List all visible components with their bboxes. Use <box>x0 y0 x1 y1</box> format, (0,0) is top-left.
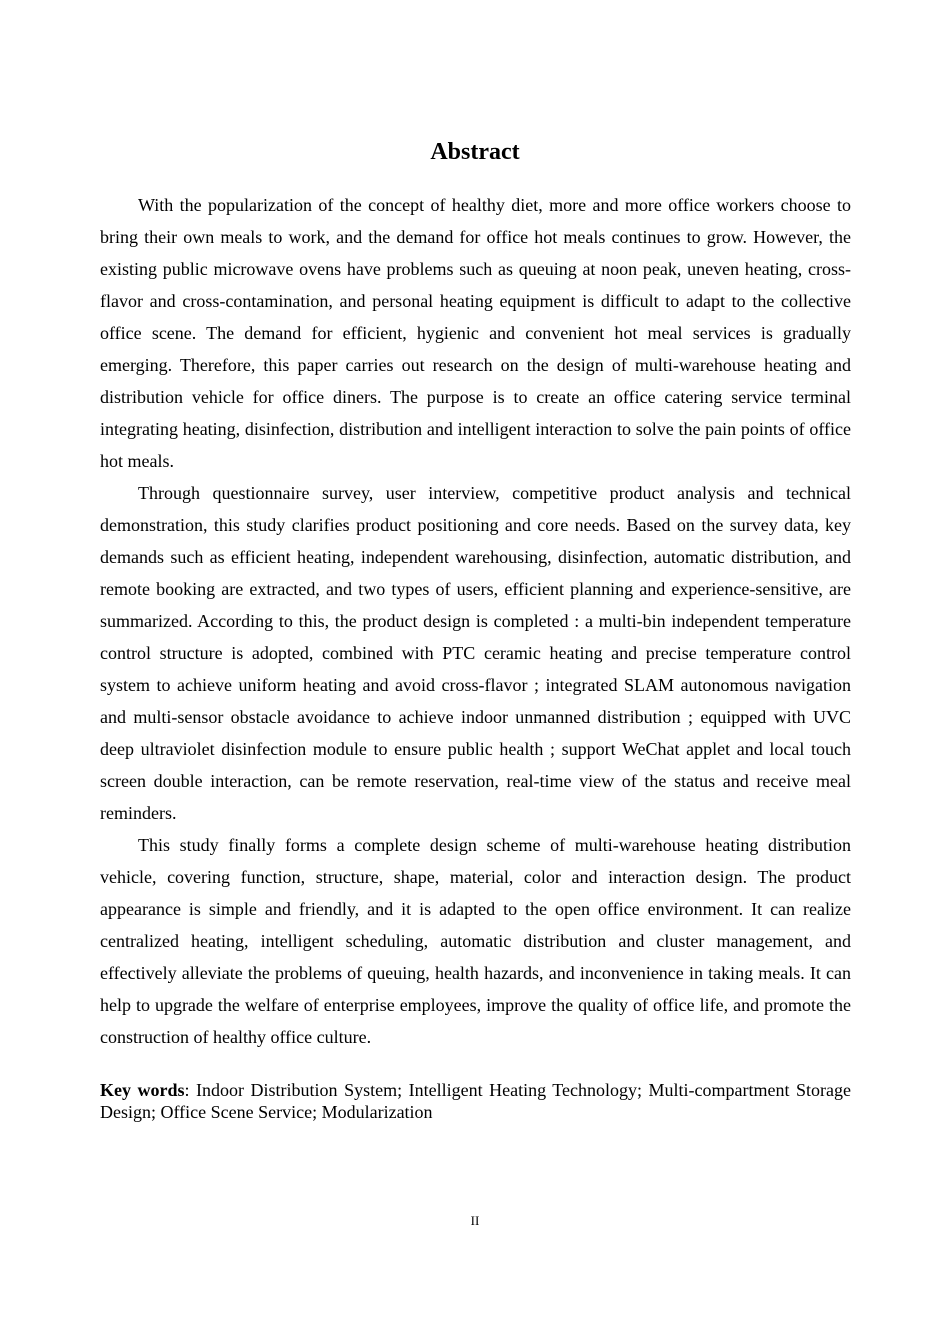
abstract-body <box>100 189 851 1053</box>
abstract-paragraph-2: Through questionnaire survey, user interview, competitive product analysis and technical demonstration, this study clarifies product positioning and core needs. Based on the survey data, key demands such as efficient heating, independent warehousing, disinfection, automatic distribution, and remote booking are extracted, and two types of users, efficient planning and experience-sensitive, are summarized. According to this, the product design is completed : a multi-bin independent temperature control structure is adopted, combined with PTC ceramic heating and precise temperature control system to achieve uniform heating and avoid cross-flavor ; integrated SLAM autonomous navigation and multi-sensor obstacle avoidance to achieve indoor unmanned distribution ; equipped with UVC deep ultraviolet disinfection module to ensure public health ; support WeChat applet and local touch screen double interaction, can be remote reservation, real-time view of the status and receive meal reminders. <box>100 483 851 823</box>
keywords-list: Indoor Distribution System; Intelligent Heating Technology; Multi-compartment Storage Design; Office Scene Service; Modularization <box>100 1080 851 1122</box>
abstract-paragraph-1: With the popularization of the concept of healthy diet, more and more office workers choose to bring their own meals to work, and the demand for office hot meals continues to grow. However, the existing public microwave ovens have problems such as queuing at noon peak, uneven heating, cross-flavor and cross-contamination, and personal heating equipment is difficult to adapt to the collective office scene. The demand for efficient, hygienic and convenient hot meal services is gradually emerging. Therefore, this paper carries out research on the design of multi-warehouse heating and distribution vehicle for office diners. The purpose is to create an office catering service terminal integrating heating, disinfection, distribution and intelligent interaction to solve the pain points of office hot meals. <box>100 195 851 471</box>
keywords-section <box>100 1079 851 1123</box>
keywords-label: Key words <box>100 1080 185 1100</box>
page-number: II <box>470 1213 480 1228</box>
page-title: Abstract <box>430 139 520 165</box>
abstract-paragraph-3: This study finally forms a complete design scheme of multi-warehouse heating distribution vehicle, covering function, structure, shape, material, color and interaction design. The product appearance is simple and friendly, and it is adapted to the open office environment. It can realize centralized heating, intelligent scheduling, automatic distribution and cluster management, and effectively alleviate the problems of queuing, health hazards, and inconvenience in taking meals. It can help to upgrade the welfare of enterprise employees, improve the quality of office life, and promote the construction of healthy office culture. <box>100 835 851 1047</box>
keywords-separator: : <box>184 1080 197 1100</box>
